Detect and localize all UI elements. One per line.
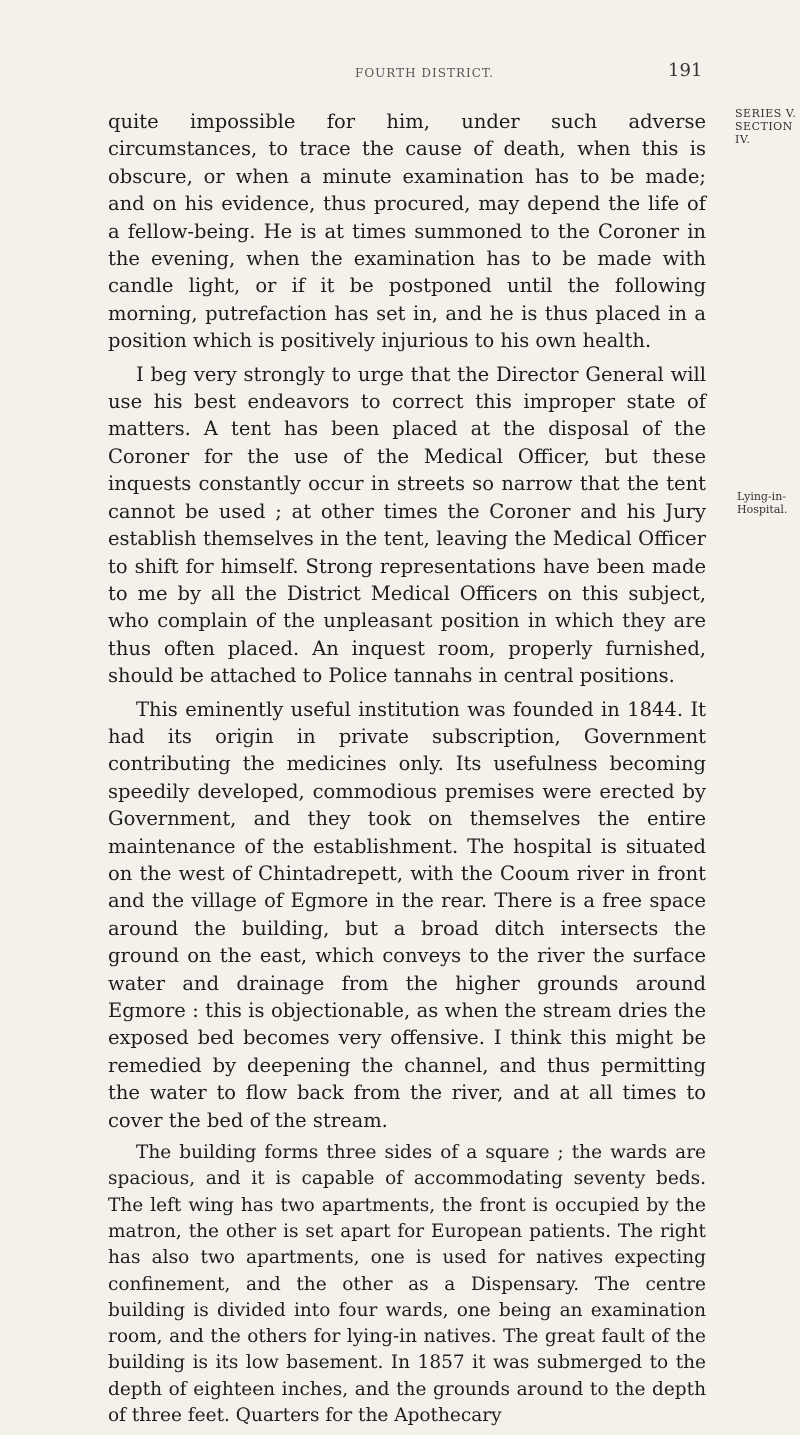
paragraph: quite impossible for him, under such adverse circumstances, to trace the cause of death, when this is obscure, or when a minute examination has to be made; and on his evidence, thus procured, may depend the life of a fellow-being. He is at times summoned to the Coroner in the evening, when the examination has to be made with candle light, or if it be postponed until the following morning, putrefaction has set in, and he is thus placed in a position which is positively injurious to his own health. xyxy=(108,110,706,353)
paragraph: The building forms three sides of a square ; the wards are spacious, and it is capable of accommodating seventy beds. The left wing has two apartments, the front is occupied by the matron, the other is set apart for European patients. The right has also two apartments, one is used for natives expecting confinement, and the other as a Dispensary. The centre building is divided into four wards, one being an examination room, and the others for lying-in natives. The great fault of the building is its low basement. In 1857 it was submerged to the depth of eighteen inches, and the grounds around to the depth of three feet. Quarters for the Apothecary xyxy=(108,1142,706,1426)
page-number: 191 xyxy=(668,60,703,81)
paragraph: I beg very strongly to urge that the Director General will use his best endeavors to correct this improper state of matters. A tent has been placed at the disposal of the Coroner for the use of the Medical Officer, but these inquests constantly occur in streets so narrow that the tent cannot be used ; at other times the Coroner and his Jury establish themselves in the tent, leaving the Medical Officer to shift for himself. Strong representations have been made to me by all the District Medical Officers on this subject, who complain of the unpleasant position in which they are thus often placed. An inquest room, properly furnished, should be attached to Police tannahs in central positions. xyxy=(108,362,706,688)
series-label: SERIES V. xyxy=(735,107,797,120)
section-label: SECTION IV. xyxy=(735,120,793,146)
margin-note-series xyxy=(735,107,797,146)
page-header xyxy=(0,60,800,90)
body-text xyxy=(108,108,706,1435)
margin-note-lying-in-hospital: Lying-in-Hospital. xyxy=(737,490,788,516)
running-title: FOURTH DISTRICT. xyxy=(355,66,494,80)
paragraph: This eminently useful institution was founded in 1844. It had its origin in private subscription, Government contributing the medicines only. Its usefulness becoming speedily developed, commodious premises were erected by Government, and they took on themselves the entire maintenance of the establishment. The hospital is situated on the west of Chintadrepett, with the Cooum river in front and the village of Egmore in the rear. There is a free space around the building, but a broad ditch intersects the ground on the east, which conveys to the river the surface water and drainage from the higher grounds around Egmore : this is objectionable, as when the stream dries the exposed bed becomes very offensive. I think this might be remedied by deepening the channel, and thus permitting the water to flow back from the river, and at all times to cover the bed of the stream. xyxy=(108,697,706,1132)
